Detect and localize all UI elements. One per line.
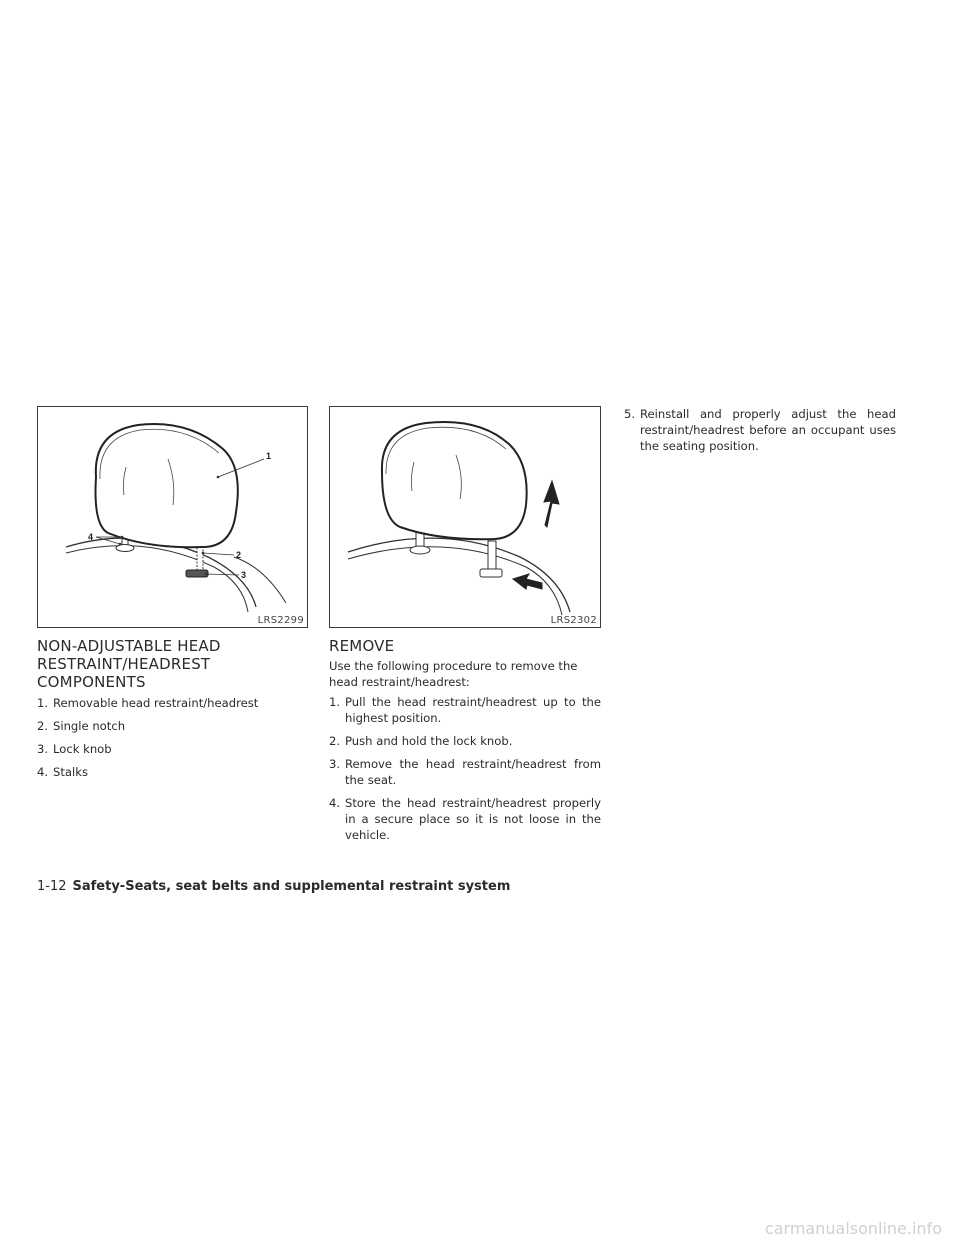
remove-intro: Use the following procedure to remove the head restraint/headrest: — [329, 659, 578, 689]
callout-2: 2 — [236, 550, 242, 560]
figure-id: LRS2299 — [257, 615, 304, 626]
callout-3: 3 — [241, 570, 247, 580]
remove-head-restraint-illustration — [330, 407, 602, 629]
section-title-remove: REMOVE — [329, 637, 395, 655]
section-title-components: NON-ADJUSTABLE HEAD RESTRAINT/HEADREST COMPONENTS — [37, 637, 221, 691]
list-item: 2. Push and hold the lock knob. — [329, 734, 513, 748]
remove-steps-list — [329, 694, 601, 850]
callout-4: 4 — [88, 532, 94, 542]
figure-head-restraint-components — [37, 406, 308, 628]
figure-id: LRS2302 — [550, 615, 597, 626]
list-item: 3. Lock knob — [37, 742, 112, 756]
list-item: 4. Store the head restraint/headrest properly in a secure place so it is not loose in the vehicle. — [329, 796, 601, 842]
callout-1: 1 — [266, 451, 272, 461]
list-item: 5. Reinstall and properly adjust the head restraint/headrest before an occupant uses the seating position. — [624, 407, 896, 453]
page-number: 1-12 — [37, 879, 67, 894]
list-item: 3. Remove the head restraint/headrest from the seat. — [329, 757, 601, 787]
list-item: 1. Removable head restraint/headrest — [37, 696, 259, 710]
figure-remove-head-restraint — [329, 406, 601, 628]
list-item: 1. Pull the head restraint/headrest up to the highest position. — [329, 695, 601, 725]
page-footer — [37, 879, 510, 894]
footer-section-title: Safety-Seats, seat belts and supplemental restraint system — [72, 879, 511, 894]
list-item: 4. Stalks — [37, 765, 88, 779]
list-item: 2. Single notch — [37, 719, 126, 733]
watermark: carmanualsonline.info — [764, 1219, 942, 1238]
remove-steps-list-continued — [624, 406, 896, 461]
components-list — [37, 695, 308, 787]
head-restraint-components-illustration — [38, 407, 309, 629]
